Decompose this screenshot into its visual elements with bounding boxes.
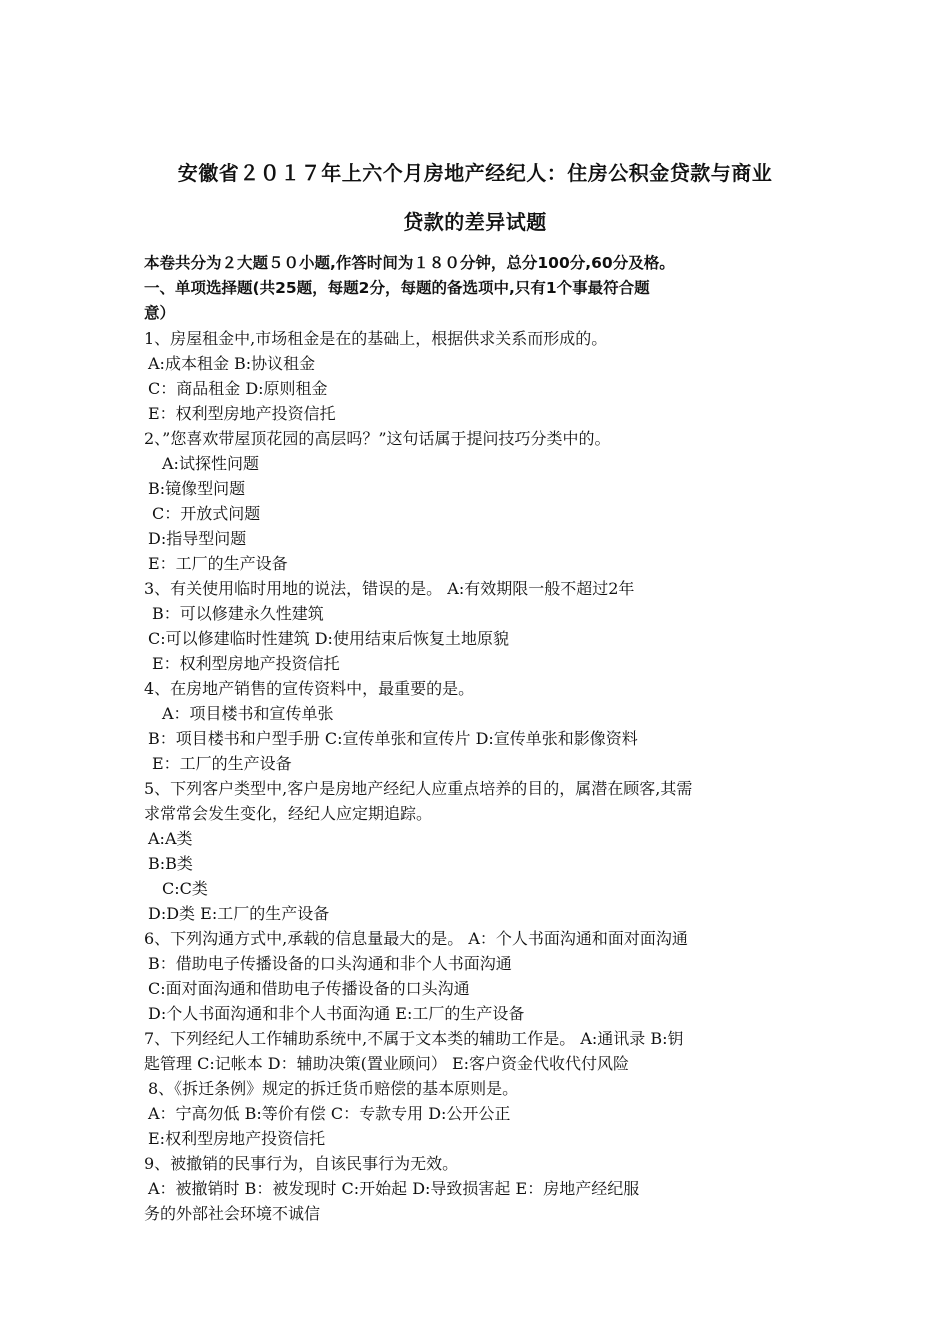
- section-heading-line: 意）: [144, 304, 176, 322]
- question-text-line: 匙管理 C:记帐本 D：辅助决策(置业顾问） E:客户资金代收代付风险: [144, 1054, 630, 1073]
- question-text-line: A：宁高勿低 B:等价有偿 C：专款专用 D:公开公正: [148, 1104, 511, 1123]
- question-text-line: B：可以修建永久性建筑: [152, 604, 324, 623]
- document-title-line-2: 贷款的差异试题: [403, 210, 547, 234]
- document-title-line-1: 安徽省２０１７年上六个月房地产经纪人：住房公积金贷款与商业: [177, 161, 773, 185]
- question-text-line: D:个人书面沟通和非个人书面沟通 E:工厂的生产设备: [148, 1004, 525, 1023]
- question-text-line: E：权利型房地产投资信托: [148, 404, 336, 423]
- question-text-line: 8、《拆迁条例》规定的拆迁货币赔偿的基本原则是。: [148, 1079, 519, 1098]
- question-text-line: E：工厂的生产设备: [148, 554, 288, 573]
- question-text-line: E：权利型房地产投资信托: [152, 654, 340, 673]
- question-text-line: C:可以修建临时性建筑 D:使用结束后恢复土地原貌: [148, 629, 509, 648]
- question-text-line: B：项目楼书和户型手册 C:宣传单张和宣传片 D:宣传单张和影像资料: [148, 729, 638, 748]
- question-text-line: 务的外部社会环境不诚信: [144, 1204, 321, 1223]
- question-text-line: 2、”您喜欢带屋顶花园的高层吗？”这句话属于提问技巧分类中的。: [144, 429, 611, 448]
- question-text-line: C:C类: [162, 879, 208, 898]
- document-body: [144, 251, 816, 1226]
- question-text-line: A：项目楼书和宣传单张: [162, 704, 334, 723]
- question-text-line: B:B类: [148, 854, 193, 873]
- question-text-line: 6、下列沟通方式中,承载的信息量最大的是。 A：个人书面沟通和面对面沟通: [144, 929, 688, 948]
- question-text-line: 5、下列客户类型中,客户是房地产经纪人应重点培养的目的，属潜在顾客,其需: [144, 779, 693, 798]
- question-text-line: 7、下列经纪人工作辅助系统中,不属于文本类的辅助工作是。 A:通讯录 B:钥: [144, 1029, 684, 1048]
- question-text-line: 4、在房地产销售的宣传资料中，最重要的是。: [144, 679, 475, 698]
- question-text-line: C：商品租金 D:原则租金: [148, 379, 328, 398]
- question-text-line: E:权利型房地产投资信托: [148, 1129, 326, 1148]
- question-text-line: A:A类: [148, 829, 193, 848]
- question-text-line: B：借助电子传播设备的口头沟通和非个人书面沟通: [148, 954, 512, 973]
- question-text-line: A:试探性问题: [162, 454, 259, 473]
- question-text-line: C:面对面沟通和借助电子传播设备的口头沟通: [148, 979, 470, 998]
- question-text-line: 9、被撤销的民事行为，自该民事行为无效。: [144, 1154, 459, 1173]
- question-text-line: 求常常会发生变化，经纪人应定期追踪。: [144, 804, 433, 823]
- question-text-line: 1、房屋租金中,市场租金是在的基础上，根据供求关系而形成的。: [144, 329, 608, 348]
- question-text-line: D:指导型问题: [148, 529, 247, 548]
- question-text-line: 3、有关使用临时用地的说法，错误的是。 A:有效期限一般不超过2年: [144, 579, 635, 598]
- section-heading-line: 一、单项选择题(共25题，每题2分，每题的备选项中,只有1个事最符合题: [144, 279, 650, 297]
- section-heading-line: 本卷共分为２大题５０小题,作答时间为１８０分钟，总分100分,60分及格。: [144, 254, 675, 272]
- question-text-line: C：开放式问题: [152, 504, 261, 523]
- question-text-line: A：被撤销时 B：被发现时 C:开始起 D:导致损害起 E：房地产经纪服: [148, 1179, 640, 1198]
- question-text-line: A:成本租金 B:协议租金: [148, 354, 316, 373]
- question-text-line: B:镜像型问题: [148, 479, 246, 498]
- question-text-line: D:D类 E:工厂的生产设备: [148, 904, 330, 923]
- question-text-line: E：工厂的生产设备: [152, 754, 292, 773]
